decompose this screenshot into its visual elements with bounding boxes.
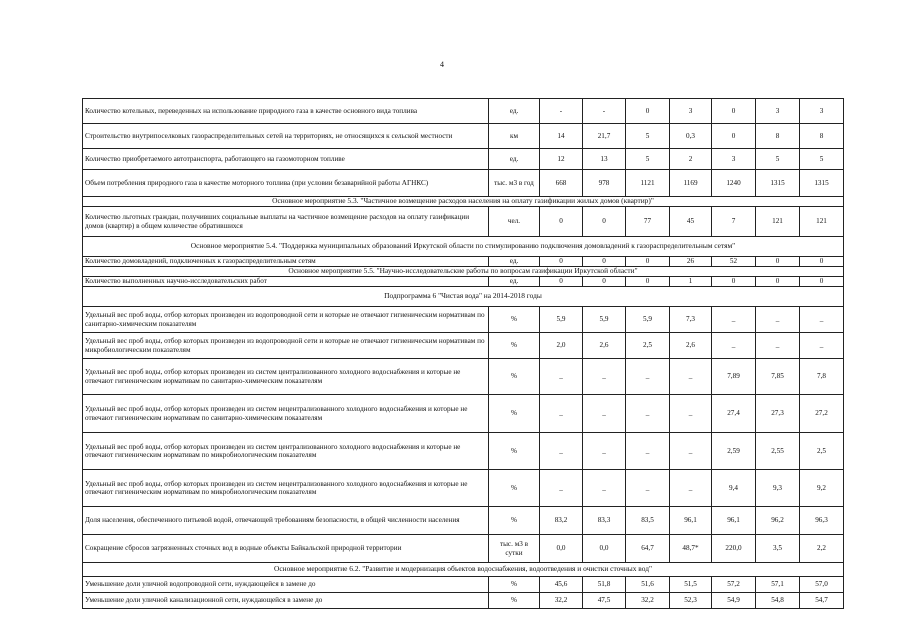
table-row (83, 507, 844, 535)
indicator-value: 121 (800, 207, 844, 237)
indicator-value: 32,2 (626, 593, 670, 609)
table-row (83, 257, 844, 267)
indicator-value: _ (583, 359, 626, 395)
indicator-name: Объем потребления природного газа в качестве моторного топлива (при условии безаварийной работы АГНКС) (83, 170, 489, 197)
indicator-unit: % (489, 433, 540, 470)
indicator-value: 32,2 (540, 593, 583, 609)
indicator-value: 27,3 (756, 395, 800, 433)
indicator-value: 2,5 (800, 433, 844, 470)
indicator-value: 96,3 (800, 507, 844, 535)
indicator-value: 2,55 (756, 433, 800, 470)
indicator-value: 668 (540, 170, 583, 197)
indicator-value: 2,2 (800, 535, 844, 563)
indicator-unit: % (489, 359, 540, 395)
indicator-value: _ (540, 395, 583, 433)
indicator-unit: ед. (489, 277, 540, 287)
section-title: Подпрограмма 6 "Чистая вода" на 2014-2018 годы (83, 287, 844, 307)
indicator-value: 0 (712, 124, 756, 149)
indicator-value: 1240 (712, 170, 756, 197)
table-row (83, 307, 844, 333)
indicator-value: _ (583, 470, 626, 507)
indicator-value: _ (540, 470, 583, 507)
indicator-value: 51,6 (626, 577, 670, 593)
indicator-value: _ (800, 333, 844, 359)
section-row (83, 197, 844, 207)
indicator-value: 57,0 (800, 577, 844, 593)
indicator-value: 121 (756, 207, 800, 237)
indicator-unit: тыс. м3 в год (489, 170, 540, 197)
section-row (83, 237, 844, 257)
indicator-value: 7 (712, 207, 756, 237)
indicator-value: 57,1 (756, 577, 800, 593)
indicator-value: 3 (670, 99, 712, 124)
indicator-value: 3 (800, 99, 844, 124)
indicator-unit: ед. (489, 99, 540, 124)
indicator-value: 1121 (626, 170, 670, 197)
indicator-value: 77 (626, 207, 670, 237)
indicator-value: 0 (756, 257, 800, 267)
indicator-value: 5 (756, 149, 800, 170)
indicator-unit: тыс. м3 в сутки (489, 535, 540, 563)
indicator-name: Уменьшение доли уличной водопроводной сети, нуждающейся в замене до (83, 577, 489, 593)
indicator-value: 57,2 (712, 577, 756, 593)
indicator-value: 13 (583, 149, 626, 170)
indicator-value: 45 (670, 207, 712, 237)
indicator-value: 0 (626, 257, 670, 267)
indicator-value: 0,3 (670, 124, 712, 149)
indicator-value: 7,8 (800, 359, 844, 395)
indicator-value: 2,6 (670, 333, 712, 359)
indicator-value: 83,5 (626, 507, 670, 535)
table-row (83, 149, 844, 170)
indicator-value: 1315 (756, 170, 800, 197)
indicator-value: 2,0 (540, 333, 583, 359)
indicator-value: 0 (583, 277, 626, 287)
indicator-value: _ (540, 359, 583, 395)
indicator-unit: % (489, 307, 540, 333)
indicator-name: Удельный вес проб воды, отбор которых произведен из систем централизованного холодного водоснабжения и которые не отвечают гигиеническим нормативам по санитарно-химическим показателям (83, 359, 489, 395)
indicator-value: 5 (800, 149, 844, 170)
indicator-value: 96,1 (670, 507, 712, 535)
indicator-name: Количество льготных граждан, получивших социальные выплаты на частичное возмещение расходов на оплату газификации домов (квартир) в общем количестве обратившихся (83, 207, 489, 237)
indicator-unit: % (489, 593, 540, 609)
indicator-value: 5 (626, 149, 670, 170)
indicator-value: 83,3 (583, 507, 626, 535)
table-row (83, 359, 844, 395)
indicator-value: 96,2 (756, 507, 800, 535)
indicator-value: 14 (540, 124, 583, 149)
indicator-unit: ед. (489, 149, 540, 170)
indicator-value: _ (626, 359, 670, 395)
indicator-value: _ (712, 307, 756, 333)
indicator-value: _ (670, 395, 712, 433)
indicator-value: _ (540, 433, 583, 470)
indicator-value: 0 (540, 257, 583, 267)
section-title: Основное мероприятие 6.2. "Развитие и модернизация объектов водоснабжения, водоотведения и очистки сточных вод" (83, 563, 844, 577)
section-row (83, 563, 844, 577)
table-row (83, 277, 844, 287)
indicator-value: _ (583, 433, 626, 470)
indicator-value: 5,9 (626, 307, 670, 333)
indicator-name: Удельный вес проб воды, отбор которых произведен из систем нецентрализованного холодного водоснабжения и которые не отвечают гигиеническим нормативам по микробиологическим показателям (83, 470, 489, 507)
indicator-value: 5 (626, 124, 670, 149)
indicator-value: 45,6 (540, 577, 583, 593)
indicator-value: 27,2 (800, 395, 844, 433)
indicator-value: 3 (756, 99, 800, 124)
indicator-name: Количество домовладений, подключенных к газораспределительным сетям (83, 257, 489, 267)
table-row (83, 207, 844, 237)
page-number: 4 (440, 60, 444, 69)
indicator-name: Сокращение сбросов загрязненных сточных вод в водные объекты Байкальской природной территории (83, 535, 489, 563)
indicator-value: 1169 (670, 170, 712, 197)
indicator-value: _ (670, 470, 712, 507)
indicator-value: 1315 (800, 170, 844, 197)
indicator-value: _ (670, 433, 712, 470)
indicator-value: 0,0 (540, 535, 583, 563)
indicator-value: 8 (756, 124, 800, 149)
indicator-value: 0 (756, 277, 800, 287)
indicator-unit: чел. (489, 207, 540, 237)
indicator-value: 220,0 (712, 535, 756, 563)
table-row (83, 593, 844, 609)
table-row (83, 395, 844, 433)
indicator-value: - (540, 99, 583, 124)
indicator-value: 0 (540, 207, 583, 237)
table-row (83, 333, 844, 359)
indicator-value: 1 (670, 277, 712, 287)
indicator-value: 54,7 (800, 593, 844, 609)
indicator-unit: % (489, 395, 540, 433)
indicator-value: 96,1 (712, 507, 756, 535)
indicator-value: 51,8 (583, 577, 626, 593)
indicator-value: 2,5 (626, 333, 670, 359)
indicator-value: 52 (712, 257, 756, 267)
indicator-value: _ (756, 333, 800, 359)
indicator-value: 5,9 (583, 307, 626, 333)
indicator-name: Удельный вес проб воды, отбор которых произведен из систем централизованного холодного водоснабжения и которые не отвечают гигиеническим нормативам по микробиологическим показателям (83, 433, 489, 470)
table-row (83, 470, 844, 507)
indicator-unit: % (489, 577, 540, 593)
indicator-value: 64,7 (626, 535, 670, 563)
section-row (83, 267, 844, 277)
indicator-value: _ (626, 433, 670, 470)
indicator-value: 0 (583, 257, 626, 267)
indicator-unit: км (489, 124, 540, 149)
indicator-value: 7,3 (670, 307, 712, 333)
indicator-value: 2 (670, 149, 712, 170)
indicator-value: 47,5 (583, 593, 626, 609)
indicator-value: _ (626, 395, 670, 433)
indicator-value: 8 (800, 124, 844, 149)
indicator-value: _ (626, 470, 670, 507)
indicator-value: 21,7 (583, 124, 626, 149)
indicator-value: 0 (626, 99, 670, 124)
indicator-value: _ (756, 307, 800, 333)
indicator-value: 9,4 (712, 470, 756, 507)
indicator-value: 5,9 (540, 307, 583, 333)
indicator-value: _ (583, 395, 626, 433)
indicator-value: 0,0 (583, 535, 626, 563)
indicator-value: 3 (712, 149, 756, 170)
section-row (83, 287, 844, 307)
indicator-value: 3,5 (756, 535, 800, 563)
indicator-name: Уменьшение доли уличной канализационной сети, нуждающейся в замене до (83, 593, 489, 609)
indicator-value: 0 (800, 277, 844, 287)
indicator-value: 9,3 (756, 470, 800, 507)
indicator-name: Доля населения, обеспеченного питьевой водой, отвечающей требованиям безопасности, в общей численности населения (83, 507, 489, 535)
indicator-unit: % (489, 470, 540, 507)
indicator-value: - (583, 99, 626, 124)
indicator-name: Количество котельных, переведенных на использование природного газа в качестве основного вида топлива (83, 99, 489, 124)
indicator-value: 52,3 (670, 593, 712, 609)
indicator-value: 0 (800, 257, 844, 267)
indicator-value: 83,2 (540, 507, 583, 535)
indicator-value: _ (670, 359, 712, 395)
indicator-value: 2,6 (583, 333, 626, 359)
indicator-name: Количество приобретаемого автотранспорта, работающего на газомоторном топливе (83, 149, 489, 170)
indicator-unit: ед. (489, 257, 540, 267)
indicator-name: Удельный вес проб воды, отбор которых произведен из водопроводной сети и которые не отвечают гигиеническим нормативам по санитарно-химическим показателям (83, 307, 489, 333)
indicator-name: Количество выполненных научно-исследовательских работ (83, 277, 489, 287)
indicator-name: Строительство внутрипоселковых газораспределительных сетей на территориях, не относящихся к сельской местности (83, 124, 489, 149)
indicator-value: _ (712, 333, 756, 359)
indicator-value: 48,7* (670, 535, 712, 563)
indicator-value: 2,59 (712, 433, 756, 470)
indicator-value: 12 (540, 149, 583, 170)
indicator-value: 7,89 (712, 359, 756, 395)
section-title: Основное мероприятие 5.4. "Поддержка муниципальных образований Иркутской области по стимулированию подключения домовладений к газораспределительным сетям" (83, 237, 844, 257)
section-title: Основное мероприятие 5.5. "Научно-исследовательские работы по вопросам газификации Иркутской области" (83, 267, 844, 277)
indicator-value: _ (800, 307, 844, 333)
table-row (83, 99, 844, 124)
table-row (83, 170, 844, 197)
table-row (83, 577, 844, 593)
indicator-value: 978 (583, 170, 626, 197)
section-title: Основное мероприятие 5.3. "Частичное возмещение расходов населения на оплату газификации жилых домов (квартир)" (83, 197, 844, 207)
indicator-unit: % (489, 333, 540, 359)
indicator-name: Удельный вес проб воды, отбор которых произведен из водопроводной сети и которые не отвечают гигиеническим нормативам по микробиологическим показателям (83, 333, 489, 359)
table-row (83, 535, 844, 563)
table-row (83, 124, 844, 149)
table-row (83, 433, 844, 470)
indicator-value: 26 (670, 257, 712, 267)
indicator-value: 51,5 (670, 577, 712, 593)
indicator-name: Удельный вес проб воды, отбор которых произведен из систем нецентрализованного холодного водоснабжения и которые не отвечают гигиеническим нормативам по санитарно-химическим показателям (83, 395, 489, 433)
indicators-table (82, 98, 844, 609)
indicator-value: 0 (540, 277, 583, 287)
indicator-value: 0 (626, 277, 670, 287)
indicator-value: 9,2 (800, 470, 844, 507)
indicator-value: 7,85 (756, 359, 800, 395)
indicator-value: 0 (712, 99, 756, 124)
indicator-value: 54,9 (712, 593, 756, 609)
indicator-value: 27,4 (712, 395, 756, 433)
indicator-unit: % (489, 507, 540, 535)
indicator-value: 0 (712, 277, 756, 287)
indicator-value: 54,8 (756, 593, 800, 609)
indicator-value: 0 (583, 207, 626, 237)
